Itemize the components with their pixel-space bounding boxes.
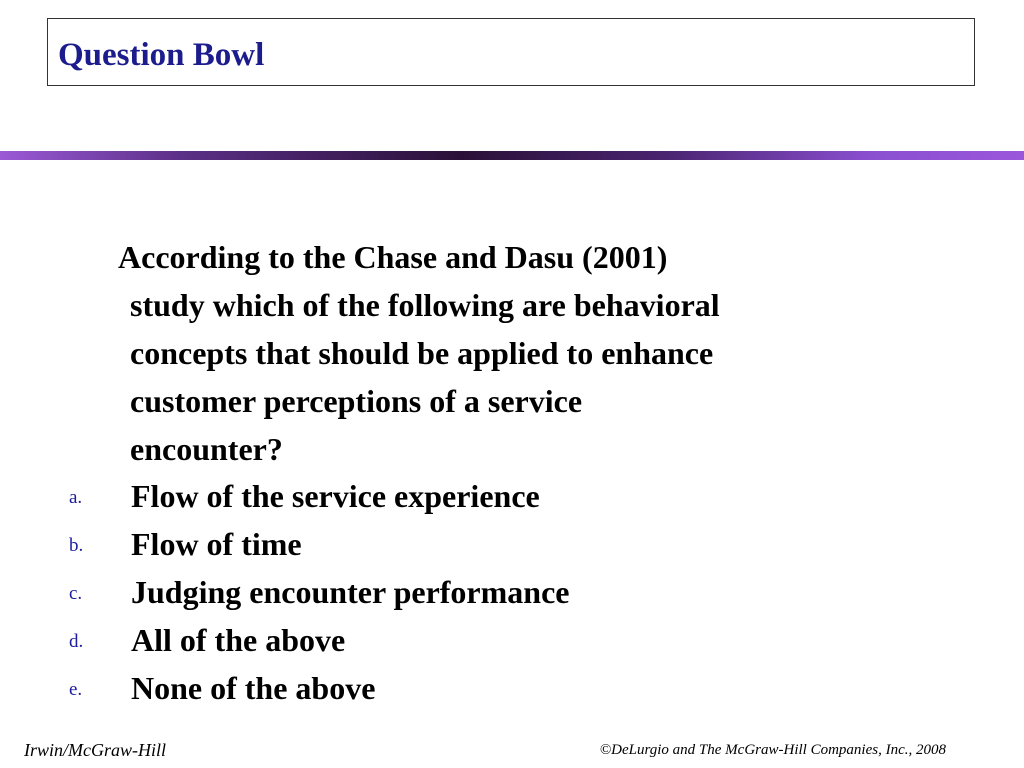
question-line: concepts that should be applied to enhance (130, 335, 714, 371)
answer-option-e (0, 664, 1024, 712)
title-box (47, 18, 975, 86)
question-line: According to the Chase and Dasu (2001) (118, 239, 668, 275)
option-text: Flow of time (131, 526, 302, 562)
answer-option-d (0, 616, 1024, 664)
answer-option-c (0, 568, 1024, 616)
question-line: study which of the following are behavioral (130, 287, 720, 323)
option-letter: d. (69, 631, 84, 652)
slide-title: Question Bowl (58, 37, 265, 73)
option-text: Flow of the service experience (131, 478, 540, 514)
footer-copyright: ©DeLurgio and The McGraw-Hill Companies, Inc., 2008 (599, 742, 946, 758)
divider-rule (0, 151, 1024, 160)
question-text (118, 233, 878, 473)
footer-publisher: Irwin/McGraw-Hill (24, 740, 166, 760)
answer-option-b (0, 520, 1024, 568)
option-text: All of the above (131, 622, 346, 658)
option-text: Judging encounter performance (131, 574, 570, 610)
question-line: encounter? (130, 431, 283, 467)
answer-option-a (0, 472, 1024, 520)
answer-options (0, 472, 1024, 712)
option-letter: e. (69, 679, 83, 700)
option-text: None of the above (131, 670, 376, 706)
option-letter: b. (69, 535, 84, 556)
question-line: customer perceptions of a service (130, 383, 583, 419)
option-letter: a. (69, 487, 83, 508)
option-letter: c. (69, 583, 83, 604)
